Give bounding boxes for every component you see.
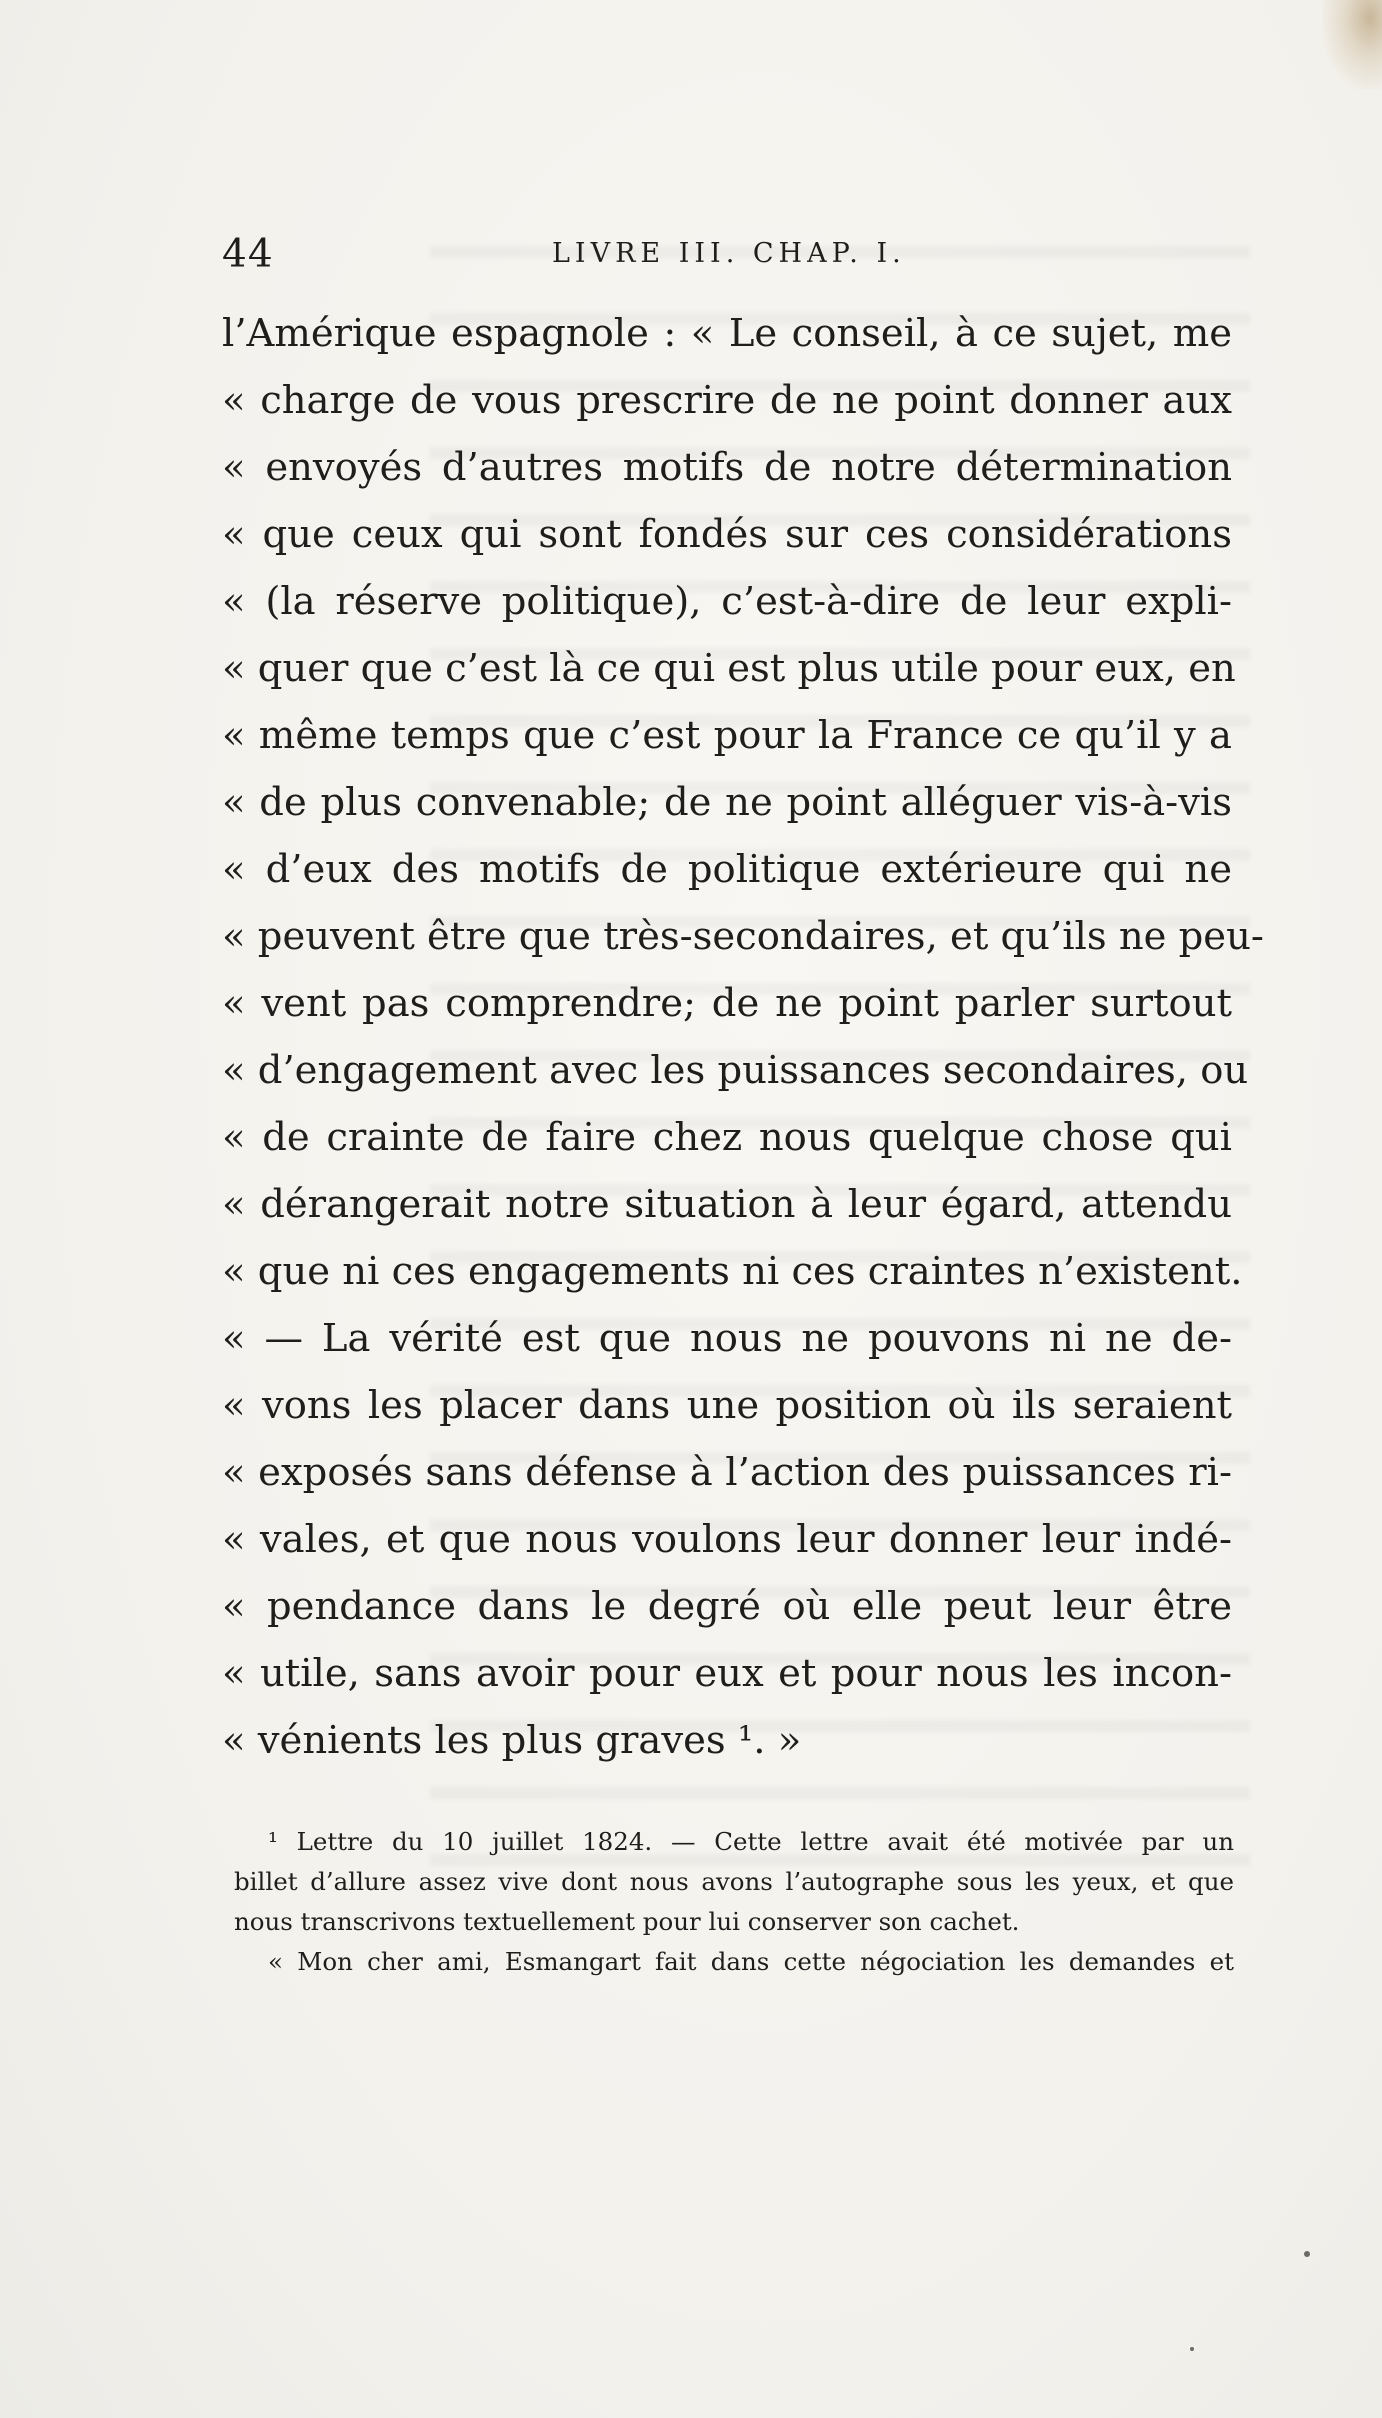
body-line: « (la réserve politique), c’est-à-dire de leur expli- bbox=[222, 579, 1232, 624]
body-text bbox=[222, 300, 1264, 1774]
body-line: « d’eux des motifs de politique extérieure qui ne bbox=[222, 847, 1232, 892]
body-line: « — La vérité est que nous ne pouvons ni ne de- bbox=[222, 1316, 1232, 1361]
body-line: « vénients les plus graves ¹. » bbox=[222, 1718, 802, 1763]
body-line: « que ni ces engagements ni ces craintes n’existent. bbox=[222, 1249, 1243, 1294]
paper-stain bbox=[1322, 0, 1382, 90]
body-line: « charge de vous prescrire de ne point donner aux bbox=[222, 378, 1232, 423]
speck bbox=[1304, 2251, 1310, 2257]
body-line: « utile, sans avoir pour eux et pour nous les incon- bbox=[222, 1651, 1232, 1696]
body-line: « d’engagement avec les puissances secondaires, ou bbox=[222, 1048, 1249, 1093]
footnote-line: « Mon cher ami, Esmangart fait dans cette négociation les demandes et bbox=[268, 1947, 1234, 1976]
body-line: « exposés sans défense à l’action des puissances ri- bbox=[222, 1450, 1232, 1495]
page-number: 44 bbox=[222, 232, 274, 277]
body-line: « peuvent être que très-secondaires, et qu’ils ne peu- bbox=[222, 914, 1264, 959]
body-line: « vons les placer dans une position où ils seraient bbox=[222, 1383, 1232, 1428]
footnote-line: nous transcrivons textuellement pour lui conserver son cachet. bbox=[234, 1907, 1020, 1936]
footnotes bbox=[234, 1822, 1234, 1982]
page-header bbox=[222, 232, 1232, 282]
body-line: « quer que c’est là ce qui est plus utile pour eux, en bbox=[222, 646, 1236, 691]
footnote-line: billet d’allure assez vive dont nous avons l’autographe sous les yeux, et que bbox=[234, 1867, 1234, 1896]
body-line: « vent pas comprendre; de ne point parler surtout bbox=[222, 981, 1232, 1026]
body-line: « de plus convenable; de ne point alléguer vis-à-vis bbox=[222, 780, 1232, 825]
body-line: « envoyés d’autres motifs de notre détermination bbox=[222, 445, 1232, 490]
body-line: « vales, et que nous voulons leur donner leur indé- bbox=[222, 1517, 1232, 1562]
running-head: LIVRE III. CHAP. I. bbox=[552, 238, 906, 269]
body-line: l’Amérique espagnole : « Le conseil, à ce sujet, me bbox=[222, 311, 1232, 356]
body-line: « même temps que c’est pour la France ce qu’il y a bbox=[222, 713, 1232, 758]
footnote-line: ¹ Lettre du 10 juillet 1824. — Cette lettre avait été motivée par un bbox=[268, 1827, 1234, 1856]
body-line: « pendance dans le degré où elle peut leur être bbox=[222, 1584, 1232, 1629]
speck bbox=[1190, 2347, 1194, 2351]
body-line: « que ceux qui sont fondés sur ces considérations bbox=[222, 512, 1232, 557]
body-line: « dérangerait notre situation à leur égard, attendu bbox=[222, 1182, 1232, 1227]
body-line: « de crainte de faire chez nous quelque chose qui bbox=[222, 1115, 1232, 1160]
